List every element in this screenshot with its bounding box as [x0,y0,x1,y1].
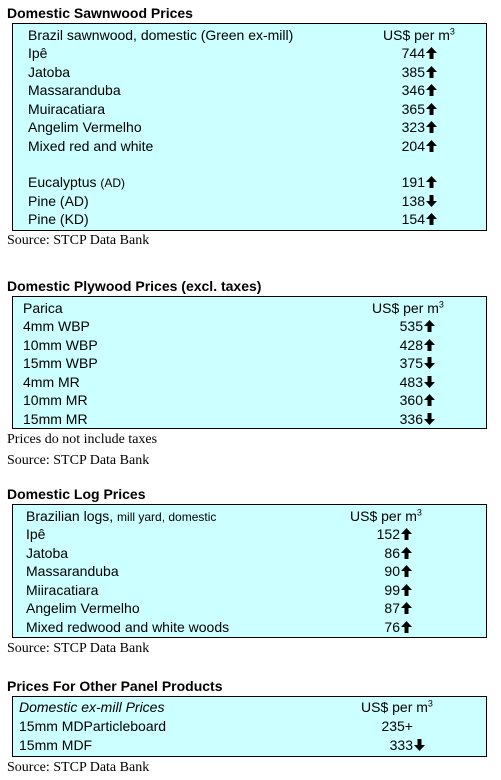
logs-row-value: 76 [352,618,412,636]
arrow-up-icon [401,602,412,614]
logs-row-value: 87 [352,599,412,617]
logs-table [12,504,487,638]
plywood-row [13,391,486,409]
plywood-row-label: 4mm WBP [23,318,90,334]
logs-row [13,562,486,580]
arrow-up-icon [424,339,435,351]
sawnwood-unit: US$ per $m^3$ [383,26,455,43]
arrow-up-icon [426,66,437,78]
logs-row-value: 152 [352,525,412,543]
sawnwood-row-label: Mixed red and white [28,137,154,154]
plywood-row-value: 535 [375,317,435,335]
plywood-row [13,410,486,428]
plywood-row-value: 375 [375,354,435,372]
arrow-up-icon [401,584,412,596]
sawnwood-row [13,118,486,136]
sawnwood-row-label: Pine (AD) [28,192,89,209]
panels-row-value: 333 [365,736,425,754]
arrow-down-icon [424,357,435,369]
sawnwood-row [13,44,486,62]
sawnwood-row-label: Muiracatiara [28,100,106,117]
arrow-up-icon [401,528,412,540]
panels-row-value: 235+ [381,718,413,734]
panels-row-label: 15mm MDF [19,736,93,753]
logs-header-label: Brazilian logs, mill yard, domestic [26,508,217,524]
sawnwood-row-label: Ipê [28,45,48,61]
sawnwood-row [13,137,486,155]
plywood-row-label: 15mm WBP [23,355,98,371]
sawnwood-row-value: 346 [377,81,437,99]
logs-row [13,618,486,636]
logs-row-value: 99 [352,581,412,599]
logs-unit: US$ per $m^3$ [350,507,422,524]
sawnwood-row-value: 138 [377,192,437,210]
panels-row [13,717,486,735]
logs-row [13,544,486,562]
sawnwood-row-value: 191 [377,173,437,191]
arrow-up-icon [426,176,437,188]
arrow-up-icon [401,565,412,577]
logs-header-row [13,507,486,525]
sawnwood-row-value: 385 [377,63,437,81]
arrow-down-icon [424,413,435,425]
logs-row [13,599,486,617]
arrow-up-icon [401,621,412,633]
arrow-up-icon [426,84,437,96]
logs-row-label: Miiracatiara [26,581,99,598]
plywood-row [13,317,486,335]
sawnwood-header-label: Brazil sawnwood, domestic (Green ex-mill) [28,27,294,43]
plywood-row [13,354,486,372]
logs-row-value: 90 [352,562,412,580]
sawnwood-row [13,100,486,118]
logs-title: Domestic Log Prices [7,486,146,502]
plywood-note: Prices do not include taxes [7,432,158,447]
plywood-title: Domestic Plywood Prices (excl. taxes) [7,278,262,294]
sawnwood-row [13,173,486,191]
panels-unit: US$ per $m^3$ [361,698,433,715]
logs-row-label: Angelim Vermelho [26,600,140,616]
plywood-source: Source: STCP Data Bank [7,453,150,468]
sawnwood-row-label-suffix: (AD) [100,176,126,190]
panels-source: Source: STCP Data Bank [7,760,150,775]
plywood-row-value: 336 [375,410,435,428]
panels-row [13,736,486,754]
plywood-row-label: 4mm MR [23,373,80,390]
panels-row-label: 15mm MDParticleboard [19,718,167,734]
sawnwood-row-value: 154 [377,210,437,228]
sawnwood-row-label: Pine (KD) [28,211,89,227]
sawnwood-row-label: Massaranduba [28,82,121,98]
plywood-header-label: Parica [23,300,63,316]
sawnwood-row-label: Eucalyptus (AD) [28,174,126,190]
logs-row-label: Ipê [26,526,46,542]
plywood-row [13,336,486,354]
plywood-row [13,373,486,391]
arrow-up-icon [424,394,435,406]
sawnwood-row [13,192,486,210]
arrow-up-icon [426,103,437,115]
sawnwood-row [13,81,486,99]
plywood-header-row [13,299,486,317]
plywood-row-label: 10mm WBP [23,336,98,353]
logs-row [13,581,486,599]
logs-source: Source: STCP Data Bank [7,641,150,656]
arrow-up-icon [426,47,437,59]
logs-row-label: Mixed redwood and white woods [26,618,230,635]
plywood-table [12,296,487,429]
sawnwood-row-value: 365 [377,100,437,118]
sawnwood-row-value: 204 [377,137,437,155]
panels-table [12,696,487,757]
sawnwood-table [12,23,487,231]
arrow-up-icon [426,140,437,152]
sawnwood-row [13,210,486,228]
plywood-row-label: 10mm MR [23,392,88,408]
arrow-down-icon [414,739,425,751]
plywood-unit: US$ per $m^3$ [372,299,444,316]
arrow-up-icon [426,121,437,133]
plywood-row-value: 483 [375,373,435,391]
logs-row-label: Jatoba [26,544,69,561]
arrow-up-icon [426,213,437,225]
plywood-row-value: 360 [375,391,435,409]
sawnwood-title: Domestic Sawnwood Prices [7,5,193,21]
plywood-row-label: 15mm MR [23,410,88,427]
sawnwood-header-row [13,26,486,44]
logs-row-label: Massaranduba [26,563,119,579]
sawnwood-row-value: 744 [377,44,437,62]
plywood-row-value: 428 [375,336,435,354]
sawnwood-row [13,63,486,81]
sawnwood-row-value: 323 [377,118,437,136]
arrow-up-icon [401,547,412,559]
arrow-up-icon [424,320,435,332]
logs-row-value: 86 [352,544,412,562]
sawnwood-row-label: Jatoba [28,63,71,80]
panels-title: Prices For Other Panel Products [7,678,223,694]
sawnwood-row-label: Angelim Vermelho [28,119,142,135]
arrow-down-icon [424,376,435,388]
sawnwood-source: Source: STCP Data Bank [7,233,150,248]
panels-header-label: Domestic ex-mill Prices [19,699,165,715]
panels-header-row [13,698,486,716]
logs-row [13,525,486,543]
arrow-down-icon [426,195,437,207]
